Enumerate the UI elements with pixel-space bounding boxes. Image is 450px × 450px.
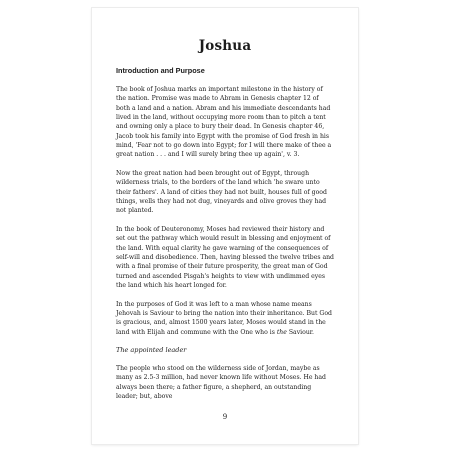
paragraph-4 [116, 300, 334, 337]
book-page [92, 8, 358, 444]
paragraph-3: In the book of Deuteronomy, Moses had reviewed their history and set out the pathway which would result in blessing and enjoyment of the land. With equal clarity he gave warning of the consequences of self-will and disobedience. Then, having blessed the twelve tribes and with a final promise of their future prosperity, the great man of God turned and ascended Pisgah's heights to view with undimmed eyes the land which his heart longed for. [116, 226, 334, 290]
paragraph-4-text: In the purposes of God it was left to a man whose name means Jehovah is Saviour to bring the nation into their inheritance. But God is gracious, and, almost 1500 years later, Moses would stand in the land with Elijah and commune with the One who is [116, 300, 332, 336]
paragraph-5: The people who stood on the wilderness side of Jordan, maybe as many as 2.5-3 million, had never known life without Moses. He had always been there; a father figure, a shepherd, an outstanding leader; but, above [116, 364, 326, 400]
chapter-title: Joshua [198, 38, 252, 54]
paragraph-1: The book of Joshua marks an important milestone in the history of the nation. Promise was made to Abram in Genesis chapter 12 of both a land and a nation. Abram and his immediate descendants had lived in the land, without occupying more room than to pitch a tent and owning only a place to bury their dead. In Genesis chapter 46, Jacob took his family into Egypt with the promise of God fresh in his mind, 'Fear not to go down into Egypt; for I will there make of thee a great nation . . . and I will surely bring thee up again', v. 3. [116, 86, 332, 159]
section-heading: Introduction and Purpose [116, 66, 205, 75]
paragraph-4-end: Saviour. [286, 328, 315, 336]
paragraph-4-emphasis: the [276, 328, 287, 336]
paragraph-2: Now the great nation had been brought out of Egypt, through wilderness trials, to the borders of the land which 'he sware unto their fathers'. A land of cities they had not built, houses full of good things, wells they had not dug, vineyards and olive groves they had not planted. [116, 170, 327, 215]
subheading: The appointed leader [116, 346, 187, 355]
page-number: 9 [222, 413, 228, 421]
